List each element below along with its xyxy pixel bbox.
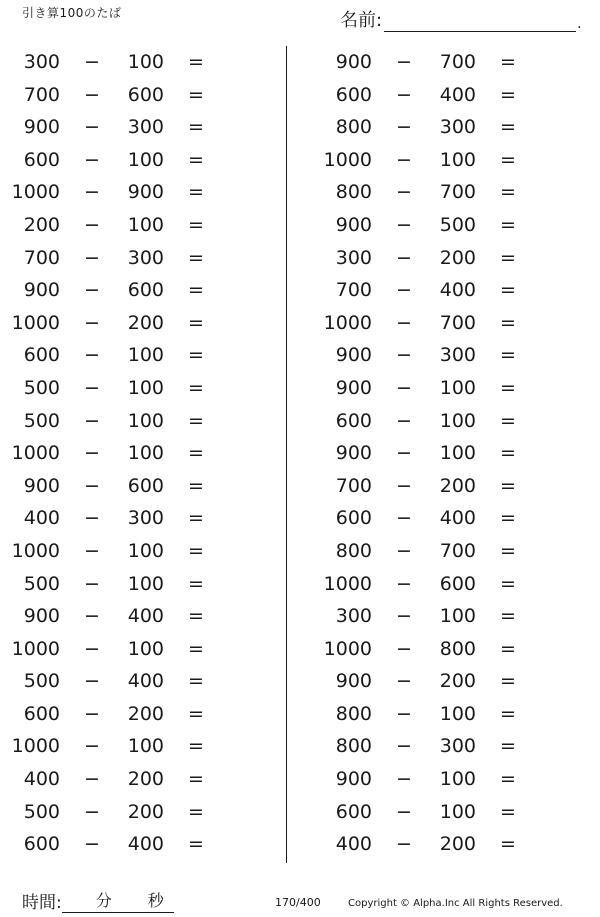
equals-sign: = [500,474,516,497]
problem-row [0,535,280,568]
equals-sign: = [500,670,516,693]
problem-row [0,111,280,144]
problem-row [312,79,592,112]
minuend: 600 [335,409,372,432]
minus-sign: − [84,442,100,465]
equals-sign: = [188,279,204,302]
problem-row [312,46,592,79]
minus-sign: − [84,735,100,758]
subtrahend: 200 [127,800,164,823]
name-label: 名前: [340,10,383,31]
minutes-label: 分 [95,891,112,910]
problem-row [0,796,280,829]
problem-row [0,144,280,177]
equals-sign: = [188,507,204,530]
minuend: 1000 [11,735,60,758]
equals-sign: = [188,246,204,269]
minuend: 500 [23,376,60,399]
equals-sign: = [188,539,204,562]
minus-sign: − [396,670,412,693]
name-blank-line[interactable] [384,11,576,32]
subtrahend: 100 [127,376,164,399]
minus-sign: − [396,474,412,497]
problem-row [0,568,280,601]
problem-row [0,46,280,79]
minus-sign: − [396,572,412,595]
subtrahend: 400 [439,507,476,530]
subtrahend: 100 [439,605,476,628]
minus-sign: − [84,181,100,204]
problem-row [0,437,280,470]
minus-sign: − [396,344,412,367]
problem-row [0,763,280,796]
minus-sign: − [396,637,412,660]
equals-sign: = [188,376,204,399]
equals-sign: = [188,474,204,497]
minuend: 900 [335,768,372,791]
subtrahend: 200 [439,474,476,497]
problem-row [312,339,592,372]
minus-sign: − [84,148,100,171]
equals-sign: = [188,181,204,204]
problem-row [0,470,280,503]
equals-sign: = [188,800,204,823]
minus-sign: − [84,833,100,856]
minuend: 1000 [323,637,372,660]
minuend: 900 [335,51,372,73]
subtrahend: 600 [439,572,476,595]
problem-row [312,144,592,177]
subtrahend: 300 [127,246,164,269]
right-problem-column [312,46,592,861]
problem-row [0,209,280,242]
subtrahend: 100 [127,51,164,73]
problem-row [312,535,592,568]
subtrahend: 600 [127,279,164,302]
equals-sign: = [500,539,516,562]
minuend: 1000 [11,181,60,204]
equals-sign: = [500,83,516,106]
minuend: 500 [23,670,60,693]
minus-sign: − [84,637,100,660]
minus-sign: − [84,376,100,399]
subtrahend: 100 [127,637,164,660]
minus-sign: − [84,474,100,497]
problem-row [0,502,280,535]
problem-row [312,405,592,438]
minus-sign: − [396,768,412,791]
equals-sign: = [500,344,516,367]
minuend: 900 [335,213,372,236]
equals-sign: = [188,51,204,73]
problem-row [0,274,280,307]
subtrahend: 300 [439,735,476,758]
problem-row [0,633,280,666]
minus-sign: − [84,605,100,628]
problem-row [0,242,280,275]
problem-row [0,372,280,405]
minus-sign: − [396,148,412,171]
minuend: 600 [23,702,60,725]
problem-row [312,242,592,275]
equals-sign: = [188,344,204,367]
minus-sign: − [84,409,100,432]
problem-row [312,209,592,242]
subtrahend: 100 [127,442,164,465]
problem-row [312,665,592,698]
subtrahend: 100 [439,409,476,432]
equals-sign: = [500,246,516,269]
problem-row [312,698,592,731]
minuend: 800 [335,181,372,204]
equals-sign: = [500,181,516,204]
equals-sign: = [188,116,204,139]
minuend: 1000 [323,311,372,334]
subtrahend: 700 [439,51,476,73]
minuend: 500 [23,572,60,595]
equals-sign: = [500,279,516,302]
subtrahend: 200 [439,246,476,269]
minus-sign: − [396,800,412,823]
minus-sign: − [396,83,412,106]
worksheet-title: 引き算100のたば [22,6,122,20]
problem-row [312,633,592,666]
equals-sign: = [500,311,516,334]
minuend: 600 [23,344,60,367]
minus-sign: − [396,605,412,628]
minuend: 500 [23,800,60,823]
subtrahend: 600 [127,474,164,497]
equals-sign: = [188,833,204,856]
subtrahend: 400 [439,83,476,106]
problem-row [312,796,592,829]
equals-sign: = [500,442,516,465]
subtrahend: 300 [439,116,476,139]
minuend: 600 [335,800,372,823]
equals-sign: = [500,605,516,628]
problem-row [312,111,592,144]
minuend: 600 [23,148,60,171]
minuend: 900 [23,279,60,302]
minuend: 900 [335,442,372,465]
minuend: 1000 [323,572,372,595]
equals-sign: = [188,670,204,693]
minus-sign: − [84,670,100,693]
subtrahend: 500 [439,213,476,236]
problem-row [0,307,280,340]
minus-sign: − [84,213,100,236]
problem-row [0,828,280,861]
seconds-label: 秒 [147,891,164,910]
subtrahend: 100 [439,376,476,399]
equals-sign: = [188,213,204,236]
minus-sign: − [396,507,412,530]
subtrahend: 700 [439,181,476,204]
minus-sign: − [396,213,412,236]
equals-sign: = [500,768,516,791]
equals-sign: = [500,116,516,139]
equals-sign: = [188,735,204,758]
minuend: 1000 [11,442,60,465]
minuend: 300 [23,51,60,73]
problem-row [312,307,592,340]
minuend: 800 [335,702,372,725]
equals-sign: = [188,605,204,628]
subtrahend: 100 [127,344,164,367]
minuend: 1000 [11,311,60,334]
minus-sign: − [396,833,412,856]
equals-sign: = [188,148,204,171]
minus-sign: − [396,442,412,465]
equals-sign: = [500,51,516,73]
minuend: 700 [335,279,372,302]
column-divider [286,46,287,863]
problem-row [0,665,280,698]
minus-sign: − [84,83,100,106]
time-label: 時間: [22,893,62,913]
subtrahend: 400 [127,670,164,693]
problem-row [312,502,592,535]
equals-sign: = [500,833,516,856]
minus-sign: − [396,246,412,269]
name-dot: . [577,16,582,32]
minuend: 700 [23,83,60,106]
subtrahend: 100 [127,735,164,758]
minuend: 500 [23,409,60,432]
minus-sign: − [84,246,100,269]
equals-sign: = [500,507,516,530]
minus-sign: − [396,116,412,139]
problem-row [312,274,592,307]
subtrahend: 300 [127,116,164,139]
minus-sign: − [396,539,412,562]
minus-sign: − [84,539,100,562]
problem-row [312,568,592,601]
minus-sign: − [84,572,100,595]
minuend: 900 [23,116,60,139]
minus-sign: − [396,51,412,73]
equals-sign: = [500,376,516,399]
problem-row [0,730,280,763]
minuend: 1000 [11,637,60,660]
minus-sign: − [84,51,100,73]
minuend: 800 [335,539,372,562]
subtrahend: 800 [439,637,476,660]
problem-row [0,405,280,438]
minus-sign: − [396,181,412,204]
equals-sign: = [188,768,204,791]
minuend: 400 [23,768,60,791]
subtrahend: 700 [439,539,476,562]
equals-sign: = [500,148,516,171]
subtrahend: 700 [439,311,476,334]
minus-sign: − [84,768,100,791]
equals-sign: = [500,800,516,823]
minuend: 1000 [11,539,60,562]
subtrahend: 100 [439,442,476,465]
subtrahend: 900 [127,181,164,204]
minuend: 700 [23,246,60,269]
subtrahend: 100 [127,409,164,432]
minus-sign: − [84,702,100,725]
minuend: 800 [335,116,372,139]
subtrahend: 200 [127,702,164,725]
problem-row [0,698,280,731]
minuend: 400 [23,507,60,530]
subtrahend: 200 [127,768,164,791]
minuend: 300 [335,246,372,269]
subtrahend: 300 [439,344,476,367]
name-field [340,6,582,32]
subtrahend: 200 [127,311,164,334]
minus-sign: − [84,507,100,530]
subtrahend: 100 [439,148,476,171]
minus-sign: − [84,344,100,367]
minuend: 900 [335,344,372,367]
subtrahend: 100 [127,539,164,562]
minuend: 800 [335,735,372,758]
problem-row [0,339,280,372]
subtrahend: 400 [439,279,476,302]
minuend: 1000 [323,148,372,171]
minus-sign: − [84,116,100,139]
equals-sign: = [188,442,204,465]
minus-sign: − [396,702,412,725]
minus-sign: − [396,409,412,432]
footer [0,888,600,914]
copyright-notice: Copyright © Alpha.Inc All Rights Reserved. [348,898,563,909]
minuend: 600 [335,83,372,106]
equals-sign: = [500,409,516,432]
subtrahend: 400 [127,833,164,856]
subtrahend: 200 [439,833,476,856]
minus-sign: − [396,735,412,758]
minuend: 900 [335,376,372,399]
subtrahend: 100 [127,148,164,171]
problem-row [312,470,592,503]
minuend: 600 [335,507,372,530]
minuend: 900 [23,605,60,628]
subtrahend: 100 [439,800,476,823]
time-blank-line[interactable] [62,890,174,913]
minuend: 300 [335,605,372,628]
problem-row [312,437,592,470]
subtrahend: 600 [127,83,164,106]
subtrahend: 100 [127,213,164,236]
equals-sign: = [500,702,516,725]
problem-row [0,176,280,209]
page-number: 170/400 [275,896,321,909]
minus-sign: − [396,279,412,302]
subtrahend: 300 [127,507,164,530]
problem-row [0,79,280,112]
equals-sign: = [188,572,204,595]
subtrahend: 100 [439,768,476,791]
minuend: 400 [335,833,372,856]
equals-sign: = [188,83,204,106]
subtrahend: 200 [439,670,476,693]
problem-row [0,600,280,633]
time-field [22,888,174,913]
problem-row [312,763,592,796]
subtrahend: 100 [127,572,164,595]
problem-row [312,176,592,209]
minus-sign: − [84,800,100,823]
minus-sign: − [396,376,412,399]
minus-sign: − [396,311,412,334]
equals-sign: = [188,409,204,432]
problem-row [312,730,592,763]
equals-sign: = [188,637,204,660]
problem-row [312,828,592,861]
equals-sign: = [500,213,516,236]
equals-sign: = [188,702,204,725]
equals-sign: = [500,572,516,595]
problem-row [312,600,592,633]
problem-row [312,372,592,405]
equals-sign: = [500,735,516,758]
minus-sign: − [84,311,100,334]
minuend: 900 [23,474,60,497]
subtrahend: 400 [127,605,164,628]
equals-sign: = [500,637,516,660]
minuend: 200 [23,213,60,236]
minuend: 700 [335,474,372,497]
minuend: 900 [335,670,372,693]
subtrahend: 100 [439,702,476,725]
minus-sign: − [84,279,100,302]
left-problem-column [0,46,280,861]
minuend: 600 [23,833,60,856]
equals-sign: = [188,311,204,334]
